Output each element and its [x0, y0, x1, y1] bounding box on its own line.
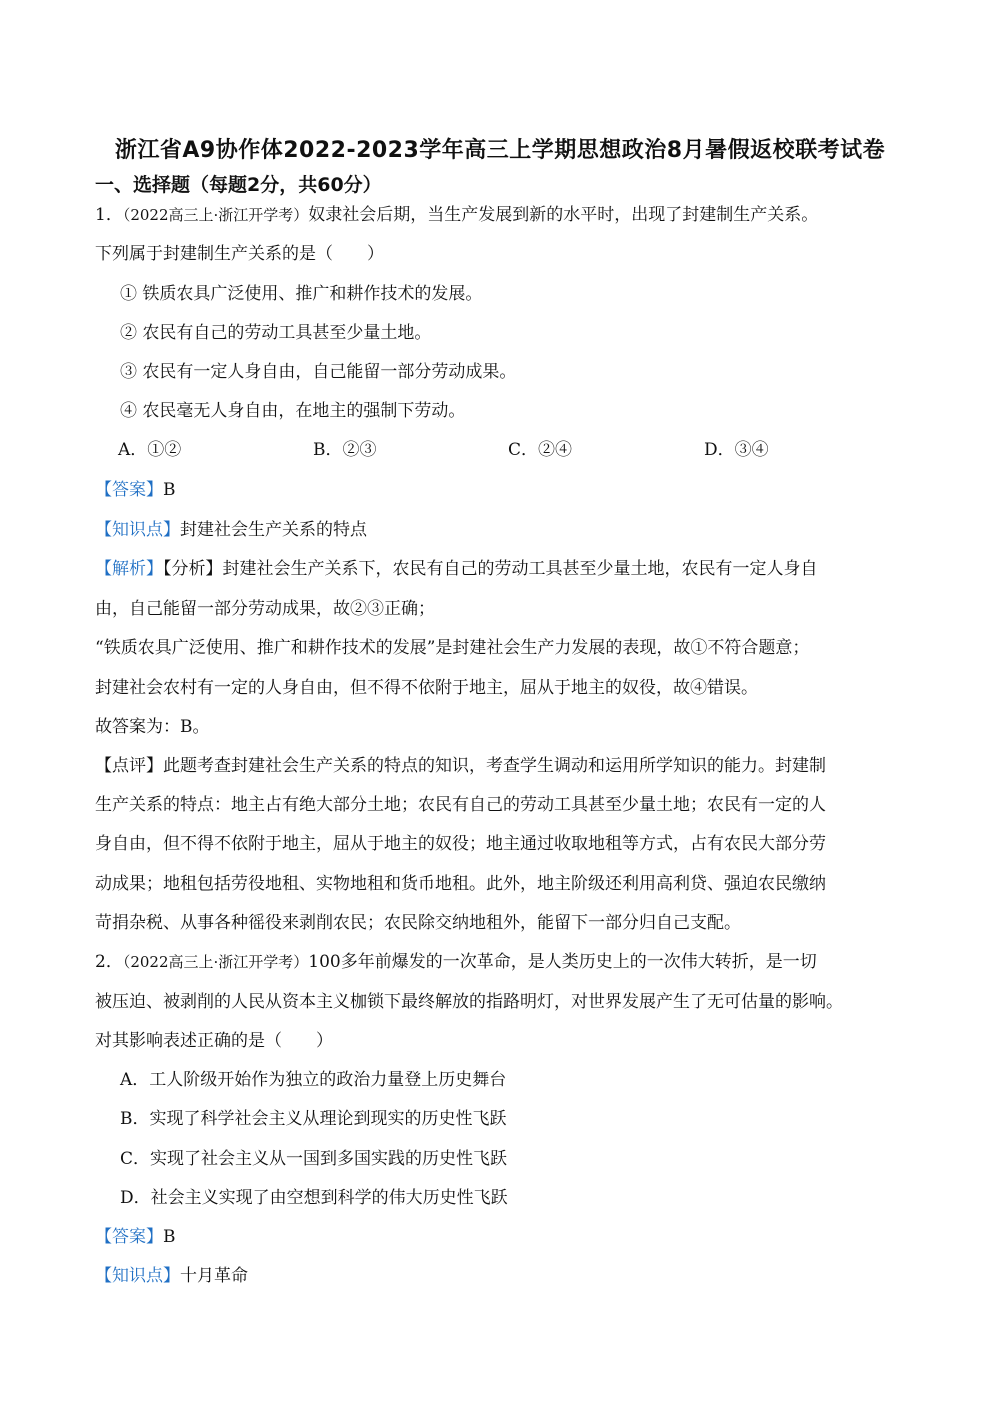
- q1-knowledge: 封建社会生产关系的特点: [180, 520, 367, 540]
- q2-number: 2．: [95, 952, 123, 972]
- q1-analysis-text-1: 封建社会生产关系下，农民有自己的劳动工具甚至少量土地，农民有一定人身自: [222, 559, 818, 579]
- analysis-tag: 【解析】: [95, 559, 163, 579]
- q1-item-4: ④ 农民毫无人身自由，在地主的强制下劳动。: [120, 401, 466, 421]
- q1-option-c: C．②④: [508, 440, 573, 460]
- q2-stem-line-3: 对其影响表述正确的是（ ）: [95, 1031, 333, 1051]
- q2-stem-text-1: 100多年前爆发的一次革命，是人类历史上的一次伟大转折，是一切: [308, 952, 817, 972]
- q2-stem-line-1: [95, 950, 817, 974]
- q1-analysis-line-1: [95, 557, 818, 581]
- q1-knowledge-line: [95, 518, 367, 542]
- q1-number: 1．: [95, 205, 123, 225]
- q2-option-b: B．实现了科学社会主义从理论到现实的历史性飞跃: [120, 1109, 507, 1129]
- q2-option-a: A．工人阶级开始作为独立的政治力量登上历史舞台: [120, 1070, 507, 1090]
- q1-option-d: D．③④: [704, 440, 769, 460]
- knowledge-tag: 【知识点】: [95, 1266, 180, 1286]
- q1-comment-line-5: 苛捐杂税、从事各种徭役来剥削农民；农民除交纳地租外，能留下一部分归自己支配。: [95, 913, 741, 933]
- q2-answer: B: [163, 1227, 176, 1247]
- fenxi-tag: 【分析】: [163, 559, 223, 579]
- dianping-tag: 【点评】: [95, 756, 163, 776]
- answer-tag: 【答案】: [95, 480, 163, 500]
- q1-comment-text-1: 此题考查封建社会生产关系的特点的知识，考查学生调动和运用所学知识的能力。封建制: [163, 756, 826, 776]
- q2-knowledge: 十月革命: [180, 1266, 248, 1286]
- q2-option-d: D．社会主义实现了由空想到科学的伟大历史性飞跃: [120, 1188, 508, 1208]
- q1-item-1: ① 铁质农具广泛使用、推广和耕作技术的发展。: [120, 284, 483, 304]
- q1-item-3: ③ 农民有一定人身自由，自己能留一部分劳动成果。: [120, 362, 517, 382]
- q1-stem-line-2: 下列属于封建制生产关系的是（ ）: [95, 244, 384, 264]
- q1-comment-line-2: 生产关系的特点：地主占有绝大部分土地；农民有自己的劳动工具甚至少量土地；农民有一定的人: [95, 795, 826, 815]
- q1-source: （2022高三上·浙江开学考）: [122, 206, 309, 224]
- q2-knowledge-line: [95, 1264, 248, 1288]
- q1-comment-line-4: 动成果；地租包括劳役地租、实物地租和货币地租。此外，地主阶级还利用高利贷、强迫农民缴纳: [95, 874, 826, 894]
- q1-option-a: A．①②: [118, 440, 182, 460]
- q2-source: （2022高三上·浙江开学考）: [122, 953, 309, 971]
- q1-item-2: ② 农民有自己的劳动工具甚至少量土地。: [120, 323, 432, 343]
- q2-option-c: C．实现了社会主义从一国到多国实践的历史性飞跃: [120, 1149, 508, 1169]
- q1-analysis-line-2: 由，自己能留一部分劳动成果，故②③正确；: [95, 599, 435, 619]
- answer-tag: 【答案】: [95, 1227, 163, 1247]
- q1-analysis-line-3: “铁质农具广泛使用、推广和耕作技术的发展”是封建社会生产力发展的表现，故①不符合题意；: [95, 638, 810, 658]
- q1-answer-line: [95, 478, 176, 502]
- knowledge-tag: 【知识点】: [95, 520, 180, 540]
- q2-stem-line-2: 被压迫、被剥削的人民从资本主义枷锁下最终解放的指路明灯，对世界发展产生了无可估量的影响。: [95, 992, 843, 1012]
- q1-option-b: B．②③: [313, 440, 377, 460]
- q1-comment-line-1: [95, 754, 826, 778]
- q2-answer-line: [95, 1225, 176, 1249]
- q1-analysis-line-5: 故答案为：B。: [95, 717, 210, 737]
- q1-comment-line-3: 身自由，但不得不依附于地主，屈从于地主的奴役；地主通过收取地租等方式，占有农民大部分劳: [95, 834, 826, 854]
- document-title: 浙江省A9协作体2022-2023学年高三上学期思想政治8月暑假返校联考试卷: [114, 138, 886, 163]
- q1-analysis-line-4: 封建社会农村有一定的人身自由，但不得不依附于地主，屈从于地主的奴役，故④错误。: [95, 678, 758, 698]
- q1-stem-line-1: [95, 203, 818, 227]
- section-heading: 一、选择题（每题2分，共60分）: [95, 174, 382, 196]
- q1-answer: B: [163, 480, 176, 500]
- q1-stem-text-1: 奴隶社会后期，当生产发展到新的水平时，出现了封建制生产关系。: [308, 205, 819, 225]
